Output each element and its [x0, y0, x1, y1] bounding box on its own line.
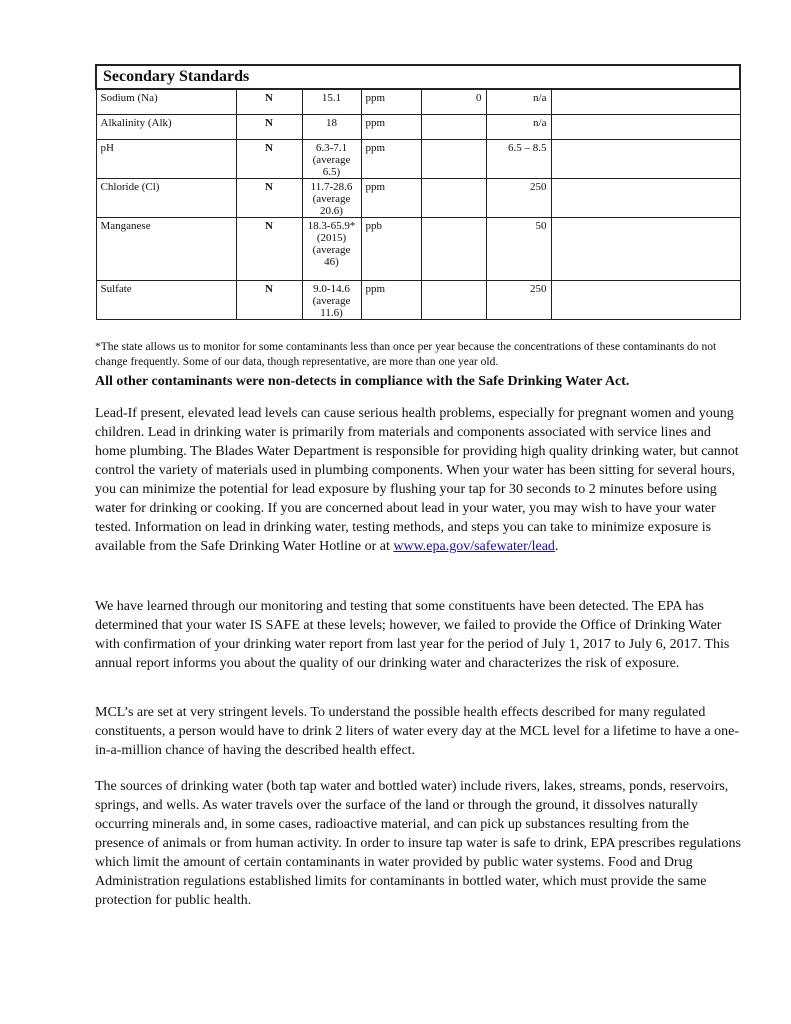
source: [551, 281, 740, 320]
table-title-row: [96, 65, 740, 89]
contaminant-name: Sulfate: [96, 281, 236, 320]
level-detected: 15.1: [302, 89, 361, 115]
secondary-standards-table: [95, 64, 741, 320]
mcl: n/a: [486, 89, 551, 115]
unit: ppm: [361, 89, 421, 115]
source: [551, 140, 740, 179]
mcl: n/a: [486, 115, 551, 140]
compliance-note: All other contaminants were non-detects in compliance with the Safe Drinking Water Act.: [95, 374, 630, 389]
unit: ppm: [361, 115, 421, 140]
source: [551, 115, 740, 140]
table-row: [96, 281, 740, 320]
monitoring-footnote: *The state allows us to monitor for some contaminants less than once per year because the concentrations of these contaminants do not change frequently. Some of our data, though representative, are more than one year old.: [95, 341, 717, 368]
monitoring-paragraph: We have learned through our monitoring and testing that some constituents have been detected. The EPA has determined that your water IS SAFE at these levels; however, we failed to provide the Office of Drinking Water with confirmation of your drinking water report from last year for the period of July 1, 2017 to July 6, 2017. This annual report informs you about the quality of our drinking water and characterizes the risk of exposure.: [95, 599, 730, 671]
level-detected: 11.7-28.6 (average 20.6): [302, 179, 361, 218]
violation-flag: N: [236, 179, 302, 218]
violation-flag: N: [236, 115, 302, 140]
mcl: 50: [486, 218, 551, 281]
violation-flag: N: [236, 281, 302, 320]
violation-flag: N: [236, 89, 302, 115]
contaminant-name: Manganese: [96, 218, 236, 281]
mclg: [421, 115, 486, 140]
table-row: [96, 115, 740, 140]
level-detected: 18.3-65.9* (2015) (average 46): [302, 218, 361, 281]
mclg: [421, 140, 486, 179]
contaminant-name: pH: [96, 140, 236, 179]
unit: ppb: [361, 218, 421, 281]
level-detected: 6.3-7.1 (average 6.5): [302, 140, 361, 179]
table-row: [96, 218, 740, 281]
lead-text-end: .: [554, 539, 559, 554]
table-title: Secondary Standards: [96, 65, 740, 89]
unit: ppm: [361, 179, 421, 218]
violation-flag: N: [236, 218, 302, 281]
contaminant-name: Alkalinity (Alk): [96, 115, 236, 140]
level-detected: 18: [302, 115, 361, 140]
mclg: 0: [421, 89, 486, 115]
mclg: [421, 281, 486, 320]
unit: ppm: [361, 281, 421, 320]
mcl: 250: [486, 179, 551, 218]
lead-paragraph: [95, 404, 741, 556]
level-detected: 9.0-14.6 (average 11.6): [302, 281, 361, 320]
violation-flag: N: [236, 140, 302, 179]
source: [551, 218, 740, 281]
mcl: 6.5 – 8.5: [486, 140, 551, 179]
mclg: [421, 218, 486, 281]
lead-text: Lead-If present, elevated lead levels can cause serious health problems, especially for pregnant women and young children. Lead in drinking water is primarily from materials and components associated with service lines and home plumbing. The Blades Water Department is responsible for providing high quality drinking water, but cannot control the variety of materials used in plumbing components. When your water has been sitting for several hours, you can minimize the potential for lead exposure by flushing your tap for 30 seconds to 2 minutes before using water for drinking or cooking. If you are concerned about lead in your water, you may wish to have your water tested. Information on lead in drinking water, testing methods, and steps you can take to minimize exposure is available from the Safe Drinking Water Hotline or at: [95, 406, 739, 554]
mclg: [421, 179, 486, 218]
mcl-paragraph: MCL’s are set at very stringent levels. To understand the possible health effects described for many regulated constituents, a person would have to drink 2 liters of water every day at the MCL level for a lifetime to have a one-in-a-million chance of having the described health effect.: [95, 705, 740, 758]
epa-lead-link[interactable]: www.epa.gov/safewater/lead: [393, 539, 555, 554]
contaminant-name: Chloride (Cl): [96, 179, 236, 218]
source: [551, 179, 740, 218]
mcl: 250: [486, 281, 551, 320]
table-row: [96, 140, 740, 179]
table-row: [96, 179, 740, 218]
sources-paragraph: The sources of drinking water (both tap water and bottled water) include rivers, lakes, streams, ponds, reservoirs, springs, and wells. As water travels over the surface of the land or through the ground, it dissolves naturally occurring minerals and, in some cases, radioactive material, and can pick up substances resulting from the presence of animals or from human activity. In order to insure tap water is safe to drink, EPA prescribes regulations which limit the amount of certain contaminants in water provided by public water systems. Food and Drug Administration regulations established limits for contaminants in bottled water, which must provide the same protection for public health.: [95, 779, 741, 908]
source: [551, 89, 740, 115]
contaminant-name: Sodium (Na): [96, 89, 236, 115]
table-row: [96, 89, 740, 115]
unit: ppm: [361, 140, 421, 179]
